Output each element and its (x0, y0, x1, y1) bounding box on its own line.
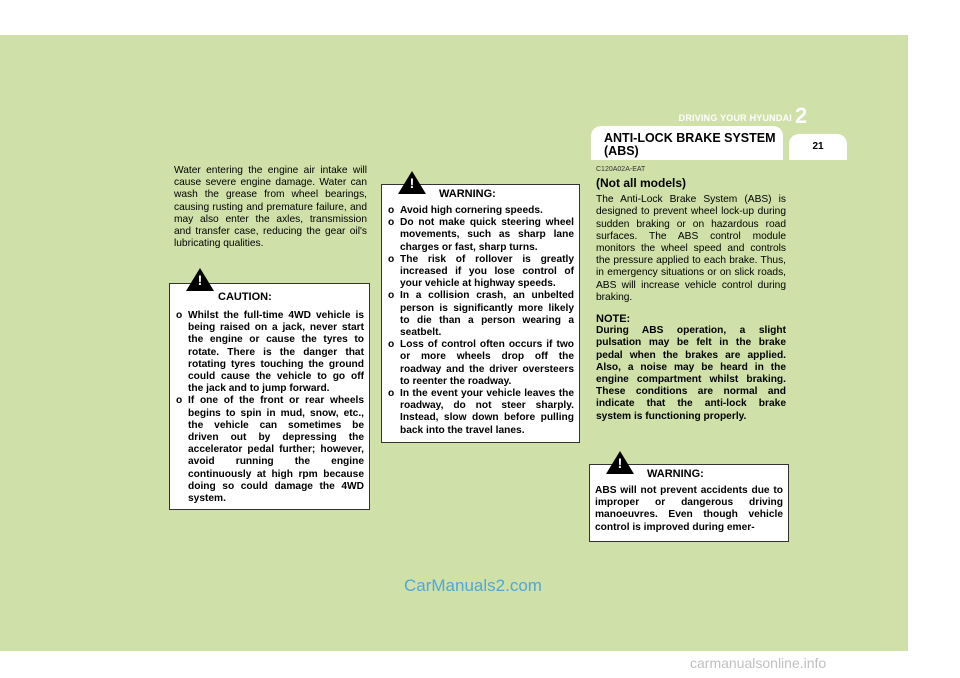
warning-box-abs (589, 455, 789, 542)
exclamation-icon: ! (409, 175, 415, 191)
right-column (596, 164, 786, 423)
list-item: o Whilst the full-time 4WD vehicle is being raised on a jack, never start the engine or cause the tyres to rotate. There is the danger that rotating tyres touching the ground could cause the vehicle to go off the jack and to jump forward. (176, 310, 364, 395)
section-title: ANTI-LOCK BRAKE SYSTEM (ABS) (604, 131, 776, 158)
warning-title: WARNING: (647, 468, 704, 480)
warning-box-rollover (381, 175, 580, 443)
list-item: o In the event your vehicle leaves the roadway, do not steer sharply. Instead, slow down before pulling back into the travel lanes. (388, 388, 574, 436)
exclamation-icon: ! (617, 455, 623, 471)
list-item: o The risk of rollover is greatly increased if you lose control of your vehicle at highway speeds. (388, 253, 574, 290)
warning-header (595, 455, 783, 485)
note-title: NOTE: (596, 313, 631, 326)
list-item: o Avoid high cornering speeds. (388, 205, 543, 216)
page-tab (789, 134, 847, 160)
warning-text: ABS will not prevent accidents due to improper or dangerous driving manoeuvres. Even though vehicle control is improved during emer- (595, 485, 783, 533)
list-item: o If one of the front or rear wheels begins to spin in mud, snow, etc., the vehicle can sometimes be driven out by depressing the accelerator pedal further; however, avoid running the engine continuously at high rpm because doing so could damage the 4WD system. (176, 395, 364, 505)
warning-list (387, 205, 574, 437)
caution-title: CAUTION: (218, 291, 272, 303)
abs-description: The Anti-Lock Brake System (ABS) is designed to prevent wheel lock-up during sudden braking or on hazardous road surfaces. The ABS control module monitors the wheel speed and controls the pressure applied to each brake. Thus, in emergency situations or on slick roads, ABS will increase vehicle control during braking. (596, 194, 786, 303)
watermark-site: carmanualsonline.info (690, 655, 827, 671)
section-tab (591, 126, 783, 160)
caution-list (175, 310, 364, 505)
warning-title: WARNING: (439, 188, 496, 200)
caution-header (175, 272, 364, 310)
watermark-link[interactable]: CarManuals2.com (404, 576, 542, 595)
chapter-label: DRIVING YOUR HYUNDAI (678, 113, 792, 123)
chapter-number: 2 (795, 103, 808, 128)
left-column (174, 165, 367, 250)
section-code: C120A02A-EAT (596, 166, 646, 173)
page-number: 21 (812, 141, 824, 152)
list-item: o Do not make quick steering wheel movements, such as sharp lane charges or fast, sharp turns. (388, 217, 574, 253)
subheading: (Not all models) (596, 176, 687, 191)
exclamation-icon: ! (197, 272, 203, 288)
intro-text: Water entering the engine air intake will cause severe engine damage. Water can wash the grease from wheel bearings, causing rusting and premature failure, and may also enter the axles, transmission and transfer case, reducing the gear oil's lubricating qualities. (174, 165, 367, 250)
list-item: o Loss of control often occurs if two or more wheels drop off the roadway and the driver oversteers to reenter the roadway. (388, 339, 574, 387)
warning-header (387, 175, 574, 205)
list-item: o In a collision crash, an unbelted person is significantly more likely to die than a person wearing a seatbelt. (388, 290, 574, 339)
note-text: During ABS operation, a slight pulsation may be felt in the brake pedal when the brakes are applied. Also, a noise may be heard in the engine compartment whilst braking. These conditions are normal and indicate that the anti-lock brake system is functioning properly. (596, 325, 786, 422)
caution-box (169, 272, 370, 510)
